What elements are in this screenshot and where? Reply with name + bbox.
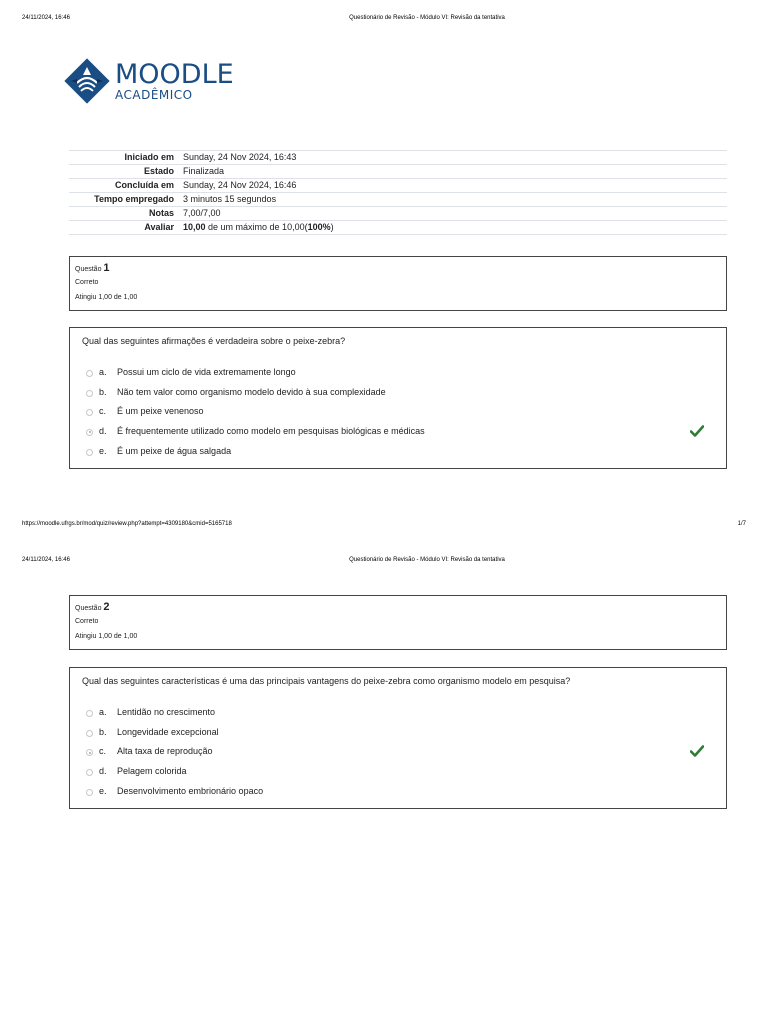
question-label: Questão: [75, 605, 102, 612]
question-content-1: [69, 327, 727, 469]
answer-option-d[interactable]: [86, 421, 716, 441]
question-label: Questão: [75, 266, 102, 273]
grade-percent: 100%: [307, 222, 331, 232]
option-letter: d.: [99, 425, 107, 436]
question-number: [75, 262, 110, 274]
summary-row: [69, 151, 727, 165]
summary-row: [69, 193, 727, 207]
radio-button[interactable]: [86, 710, 93, 717]
answer-list: [86, 702, 716, 800]
summary-value: 7,00/7,00: [183, 208, 221, 218]
answer-option-e[interactable]: [86, 441, 716, 461]
print-title: Questionário de Revisão - Módulo VI: Revisão da tentativa: [349, 557, 505, 563]
option-letter: d.: [99, 765, 107, 776]
print-date: 24/11/2024, 16:46: [22, 15, 70, 21]
question-text: Qual das seguintes afirmações é verdadeira sobre o peixe-zebra?: [82, 336, 346, 346]
print-page-number: 1/7: [737, 521, 746, 527]
answer-option-c[interactable]: [86, 741, 716, 761]
answer-list: [86, 362, 716, 460]
radio-button[interactable]: [86, 789, 93, 796]
option-text: Não tem valor como organismo modelo devido à sua complexidade: [117, 386, 386, 397]
answer-option-b[interactable]: [86, 722, 716, 742]
grade-value: 10,00: [183, 222, 206, 232]
summary-row: [69, 165, 727, 179]
option-text: Lentidão no crescimento: [117, 706, 216, 717]
question-number-value: 1: [103, 262, 110, 274]
question-grade: Atingiu 1,00 de 1,00: [75, 294, 138, 301]
radio-button[interactable]: [86, 730, 93, 737]
summary-value: [179, 221, 727, 235]
summary-row: [69, 207, 727, 221]
attempt-summary-table: [69, 150, 727, 235]
summary-label: Estado: [143, 166, 174, 176]
option-letter: e.: [99, 785, 107, 796]
summary-label: Tempo empregado: [94, 194, 174, 204]
option-text: Pelagem colorida: [117, 765, 187, 776]
question-grade: Atingiu 1,00 de 1,00: [75, 633, 138, 640]
moodle-logo[interactable]: [63, 57, 234, 105]
summary-value: Finalizada: [183, 166, 225, 176]
option-text: Desenvolvimento embrionário opaco: [117, 785, 264, 796]
question-state: Correto: [75, 618, 99, 625]
summary-value: Sunday, 24 Nov 2024, 16:46: [183, 180, 297, 190]
moodle-logo-icon: [63, 57, 111, 105]
option-letter: b.: [99, 386, 107, 397]
question-info-1: [69, 256, 727, 311]
radio-button[interactable]: [86, 370, 93, 377]
grade-text: de um máximo de 10,00(: [205, 222, 308, 232]
option-text: É frequentemente utilizado como modelo em pesquisas biológicas e médicas: [117, 425, 425, 436]
radio-button[interactable]: [86, 390, 93, 397]
option-text: É um peixe venenoso: [117, 406, 204, 417]
question-number: [75, 601, 110, 613]
print-date: 24/11/2024, 16:46: [22, 557, 70, 563]
answer-option-a[interactable]: [86, 702, 716, 722]
grade-close: ): [330, 222, 334, 232]
question-content-2: [69, 667, 727, 809]
check-icon: [690, 745, 704, 757]
option-letter: b.: [99, 726, 107, 737]
option-text: Longevidade excepcional: [117, 726, 219, 737]
answer-option-a[interactable]: [86, 362, 716, 382]
summary-label: Notas: [148, 208, 174, 218]
print-url: https://moodle.ufrgs.br/mod/quiz/review.php?attempt=4309180&cmid=5165718: [22, 521, 232, 527]
radio-button-selected[interactable]: [86, 749, 93, 756]
summary-row: [69, 179, 727, 193]
logo-title: MOODLE: [115, 59, 234, 90]
print-title: Questionário de Revisão - Módulo VI: Revisão da tentativa: [349, 15, 505, 21]
question-info-2: [69, 595, 727, 650]
check-icon: [690, 425, 704, 437]
answer-option-b[interactable]: [86, 382, 716, 402]
answer-option-d[interactable]: [86, 761, 716, 781]
answer-option-e[interactable]: [86, 781, 716, 801]
summary-value: 3 minutos 15 segundos: [183, 194, 277, 204]
option-letter: a.: [99, 366, 107, 377]
option-text: É um peixe de água salgada: [117, 445, 232, 456]
radio-button[interactable]: [86, 409, 93, 416]
question-state: Correto: [75, 279, 99, 286]
option-text: Alta taxa de reprodução: [117, 746, 213, 757]
answer-option-c[interactable]: [86, 401, 716, 421]
summary-value: Sunday, 24 Nov 2024, 16:43: [183, 152, 297, 162]
summary-row: [69, 221, 727, 235]
radio-button-selected[interactable]: [86, 429, 93, 436]
radio-button[interactable]: [86, 769, 93, 776]
radio-button[interactable]: [86, 449, 93, 456]
question-text: Qual das seguintes características é uma das principais vantagens do peixe-zebra como organismo modelo em pesquisa?: [82, 676, 571, 686]
summary-label: Avaliar: [144, 222, 174, 232]
option-letter: c.: [99, 406, 107, 417]
summary-label: Iniciado em: [124, 152, 174, 162]
option-letter: c.: [99, 746, 107, 757]
option-letter: e.: [99, 445, 107, 456]
question-number-value: 2: [103, 601, 110, 613]
option-letter: a.: [99, 706, 107, 717]
summary-label: Concluída em: [114, 180, 174, 190]
logo-subtitle: ACADÊMICO: [115, 88, 193, 102]
option-text: Possui um ciclo de vida extremamente longo: [117, 366, 296, 377]
